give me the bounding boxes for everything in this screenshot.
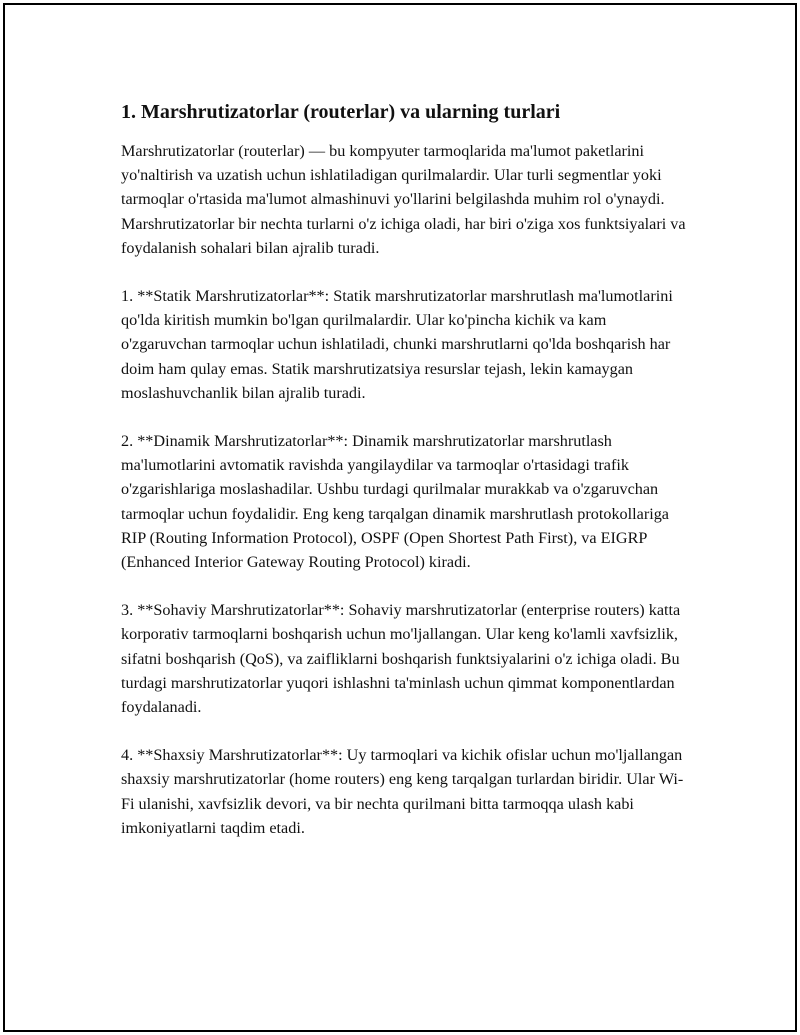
enterprise-routers-paragraph: 3. **Sohaviy Marshrutizatorlar**: Sohaviy marshrutizatorlar (enterprise routers) katta korporativ tarmoqlarni boshqarish uchun mo'ljallangan. Ular keng ko'lamli xavfsizlik, sifatni boshqarish (QoS), va zaifliklarni boshqarish funktsiyalarini o'z ichiga oladi. Bu turdagi marshrutizatorlar yuqori ishlashni ta'minlash uchun qimmat komponentlardan foydalanadi. — [121, 601, 681, 717]
static-routers-paragraph: 1. **Statik Marshrutizatorlar**: Statik marshrutizatorlar marshrutlash ma'lumotlarini qo'lda kiritish mumkin bo'lgan qurilmalardir. Ular ko'pincha kichik va kam o'zgaruvchan tarmoqlar uchun ishlatiladi, chunki marshrutlarni qo'lda boshqarish har doim ham qulay emas. Statik marshrutizatsiya resurslar tejash, lekin kamaygan moslashuvchanlik bilan ajralib turadi. — [121, 287, 673, 402]
document-body — [121, 99, 691, 864]
home-routers-paragraph: 4. **Shaxsiy Marshrutizatorlar**: Uy tarmoqlari va kichik ofislar uchun mo'ljallangan shaxsiy marshrutizatorlar (home routers) eng keng tarqalgan turlardan biridir. Ular Wi-Fi ulanishi, xavfsizlik devori, va bir nechta qurilmani bitta tarmoqqa ulash kabi imkoniyatlarni taqdim etadi. — [121, 746, 684, 837]
document-page — [3, 3, 797, 1032]
dynamic-routers-paragraph: 2. **Dinamik Marshrutizatorlar**: Dinamik marshrutizatorlar marshrutlash ma'lumotlarini avtomatik ravishda yangilaydilar va tarmoqlar o'rtasidagi trafik o'zgarishlariga moslashadilar. Ushbu turdagi qurilmalar murakkab va o'zgaruvchan tarmoqlar uchun foydalidir. Eng keng tarqalgan dinamik marshrutlash protokollariga RIP (Routing Information Protocol), OSPF (Open Shortest Path First), va EIGRP (Enhanced Interior Gateway Routing Protocol) kiradi. — [121, 432, 669, 572]
document-title: 1. Marshrutizatorlar (routerlar) va ularning turlari — [121, 101, 561, 123]
intro-paragraph: Marshrutizatorlar (routerlar) — bu kompyuter tarmoqlarida ma'lumot paketlarini yo'naltirish va uzatish uchun ishlatiladigan qurilmalardir. Ular turli segmentlar yoki tarmoqlar o'rtasida ma'lumot almashinuvi yo'llarini belgilashda muhim rol o'ynaydi. Marshrutizatorlar bir nechta turlarni o'z ichiga oladi, har biri o'ziga xos funktsiyalari va foydalanish sohalari bilan ajralib turadi. — [121, 142, 686, 257]
